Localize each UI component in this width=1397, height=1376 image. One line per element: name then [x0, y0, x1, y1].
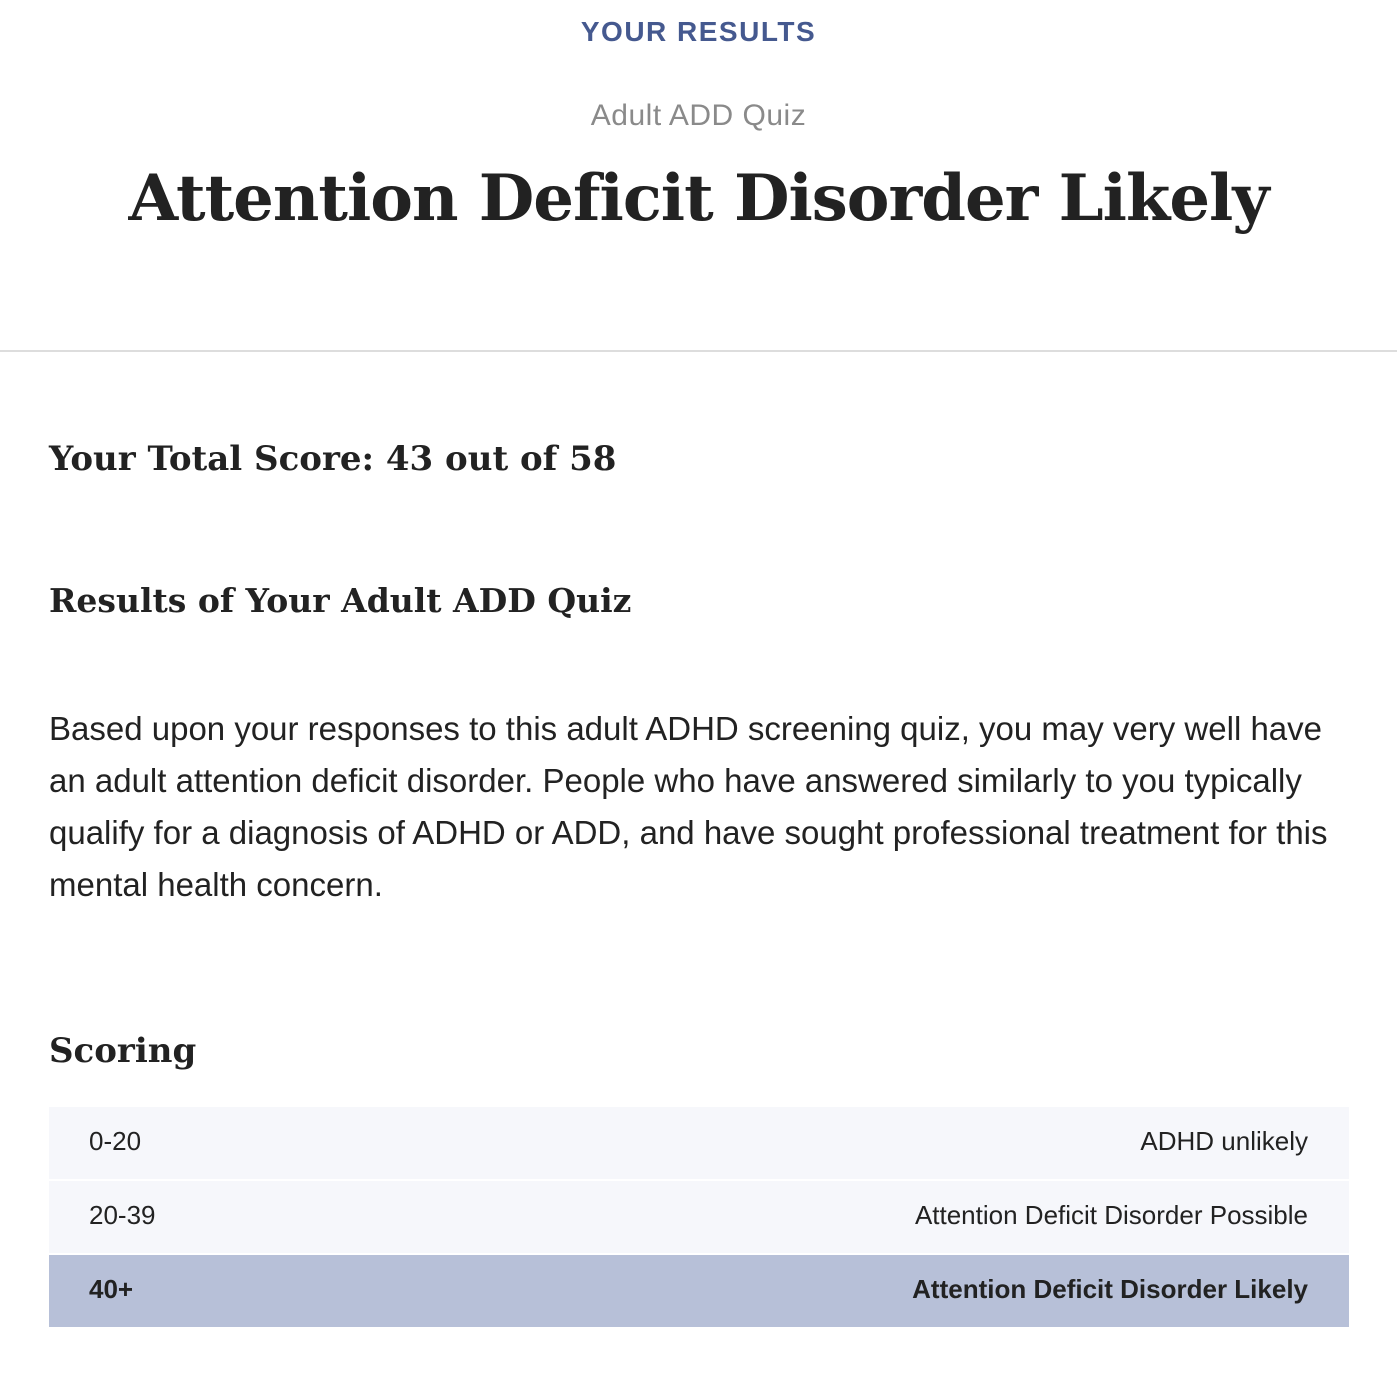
results-header	[0, 0, 1397, 352]
results-eyebrow: YOUR RESULTS	[580, 16, 817, 47]
scoring-label: Attention Deficit Disorder Likely	[912, 1274, 1308, 1304]
total-score: Your Total Score: 43 out of 58	[49, 439, 617, 479]
header-divider	[0, 350, 1397, 352]
scoring-row	[49, 1107, 1349, 1179]
scoring-range: 20-39	[89, 1200, 156, 1230]
result-title: Attention Deficit Disorder Likely	[128, 161, 1269, 236]
results-description: Based upon your responses to this adult ADHD screening quiz, you may very well have an adult attention deficit disorder. People who have answered similarly to you typically qualify for a diagnosis of ADHD or ADD, and have sought professional treatment for this mental health concern.	[49, 710, 1328, 903]
scoring-row	[49, 1181, 1349, 1253]
scoring-label: ADHD unlikely	[1140, 1126, 1308, 1156]
quiz-name: Adult ADD Quiz	[590, 99, 807, 132]
scoring-heading: Scoring	[49, 1031, 197, 1071]
scoring-table	[49, 1107, 1349, 1329]
scoring-label: Attention Deficit Disorder Possible	[914, 1200, 1308, 1230]
scoring-range: 0-20	[89, 1126, 142, 1156]
scoring-range: 40+	[89, 1274, 134, 1304]
results-heading: Results of Your Adult ADD Quiz	[49, 581, 632, 620]
scoring-row-highlighted	[49, 1255, 1349, 1327]
